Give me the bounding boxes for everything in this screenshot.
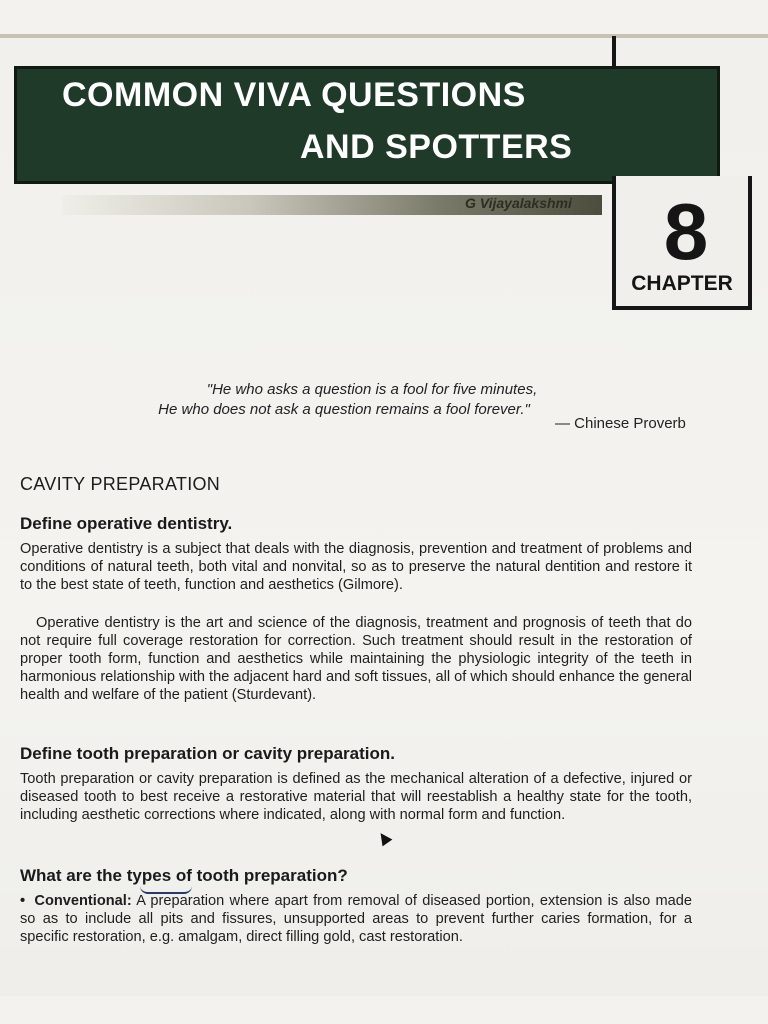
bullet-item bbox=[20, 892, 692, 946]
epigraph-source: — Chinese Proverb bbox=[555, 415, 686, 432]
bullet-dot-icon: • bbox=[20, 893, 26, 909]
bullet-text: A preparation where apart from removal of diseased portion, extension is also made so as to include all pits and fissures, unsupported areas to prevent further caries formation, for a specific restoration, e.g. amalgam, direct filling gold, cast restoration. bbox=[20, 893, 693, 945]
answer-paragraph: Tooth preparation or cavity preparation is defined as the mechanical alteration of a defective, injured or diseased tooth to best receive a restorative material that will reestablish a healthy state for the tooth, including aesthetic corrections where indicated, along with normal form and function. bbox=[20, 771, 692, 823]
chapter-title-line2: AND SPOTTERS bbox=[300, 128, 573, 166]
epigraph-line1: "He who asks a question is a fool for five minutes, bbox=[206, 381, 538, 398]
chapter-tab-border bbox=[612, 36, 752, 68]
epigraph-line2: He who does not ask a question remains a fool forever." bbox=[158, 401, 530, 418]
bullet-term: Conventional: bbox=[34, 893, 132, 909]
answer-paragraph: Operative dentistry is a subject that deals with the diagnosis, prevention and treatment of problems and conditions of natural teeth, both vital and nonvital, so as to preserve the natural dentition and restore it to the best state of teeth, function and aesthetics (Gilmore). bbox=[20, 541, 692, 593]
chapter-title-line1: COMMON VIVA QUESTIONS bbox=[62, 76, 526, 114]
question-heading: Define tooth preparation or cavity preparation. bbox=[20, 744, 396, 763]
chapter-label: CHAPTER bbox=[631, 272, 733, 295]
author-name: G Vijayalakshmi bbox=[465, 195, 572, 211]
chapter-number: 8 bbox=[663, 187, 709, 276]
section-title: CAVITY PREPARATION bbox=[20, 474, 221, 494]
answer-paragraph: Operative dentistry is the art and science of the diagnosis, treatment and prognosis of teeth that do not require full coverage restoration for correction. Such treatment should result in the restoration of proper tooth form, function and aesthetics while maintaining the physiologic integrity of the teeth in harmonious relationship with the adjacent hard and soft tissues, all of which should enhance the general health and welfare of the patient (Sturdevant). bbox=[20, 615, 692, 703]
question-heading: Define operative dentistry. bbox=[20, 514, 233, 533]
question-heading: What are the types of tooth preparation? bbox=[20, 866, 348, 885]
